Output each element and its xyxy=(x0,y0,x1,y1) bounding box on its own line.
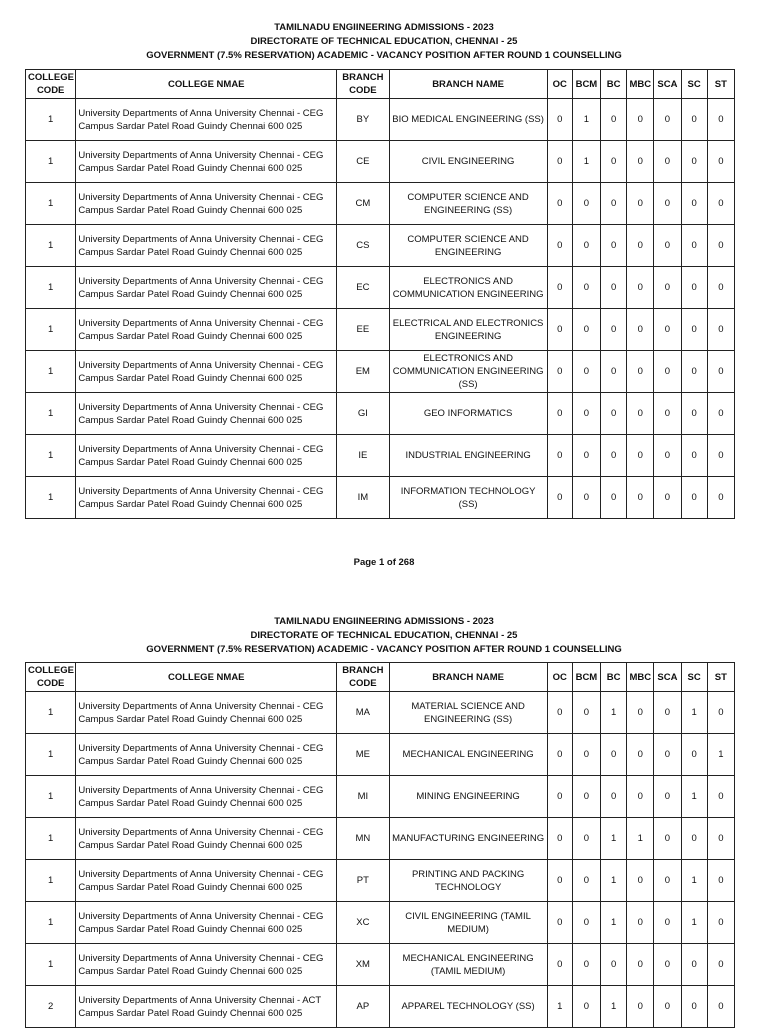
table-row xyxy=(26,944,735,986)
sca-cell: 0 xyxy=(654,860,681,902)
sca-cell: 0 xyxy=(654,393,681,435)
sca-cell: 0 xyxy=(654,267,681,309)
college-code-cell: 1 xyxy=(26,734,76,776)
mbc-cell: 0 xyxy=(627,944,654,986)
bcm-cell: 0 xyxy=(572,944,600,986)
college-code-cell: 1 xyxy=(26,902,76,944)
header-title: TAMILNADU ENGIINEERING ADMISSIONS - 2023 xyxy=(274,616,494,627)
sca-cell: 0 xyxy=(654,99,681,141)
st-cell: 0 xyxy=(707,986,734,1028)
branch-code-cell: XM xyxy=(337,944,389,986)
st-cell: 0 xyxy=(707,351,734,393)
college-code-cell: 2 xyxy=(26,986,76,1028)
branch-code-cell: XC xyxy=(337,902,389,944)
bc-cell: 0 xyxy=(601,141,627,183)
bcm-cell: 1 xyxy=(572,99,600,141)
branch-name-cell: MECHANICAL ENGINEERING (TAMIL MEDIUM) xyxy=(389,944,547,986)
branch-code-cell: PT xyxy=(337,860,389,902)
mbc-cell: 0 xyxy=(627,141,654,183)
mbc-cell: 0 xyxy=(627,986,654,1028)
table-row xyxy=(26,267,735,309)
mbc-cell: 0 xyxy=(627,435,654,477)
mbc-cell: 0 xyxy=(627,692,654,734)
table-row xyxy=(26,183,735,225)
college-name-cell: University Departments of Anna University Chennai - CEG Campus Sardar Patel Road Guindy Chennai 600 025 xyxy=(76,435,337,477)
college-name-cell: University Departments of Anna University Chennai - CEG Campus Sardar Patel Road Guindy Chennai 600 025 xyxy=(76,393,337,435)
st-cell: 1 xyxy=(707,734,734,776)
college-name-cell: University Departments of Anna University Chennai - CEG Campus Sardar Patel Road Guindy Chennai 600 025 xyxy=(76,860,337,902)
mbc-cell: 0 xyxy=(627,477,654,519)
col-branch-code: BRANCH CODE xyxy=(337,663,389,692)
bc-cell: 1 xyxy=(601,902,627,944)
college-code-cell: 1 xyxy=(26,225,76,267)
col-sc: SC xyxy=(681,663,707,692)
bc-cell: 0 xyxy=(601,225,627,267)
branch-name-cell: MECHANICAL ENGINEERING xyxy=(389,734,547,776)
sc-cell: 0 xyxy=(681,818,707,860)
st-cell: 0 xyxy=(707,944,734,986)
college-code-cell: 1 xyxy=(26,944,76,986)
bc-cell: 0 xyxy=(601,477,627,519)
college-code-cell: 1 xyxy=(26,351,76,393)
branch-code-cell: AP xyxy=(337,986,389,1028)
table-row xyxy=(26,902,735,944)
bcm-cell: 0 xyxy=(572,692,600,734)
col-bc: BC xyxy=(601,663,627,692)
oc-cell: 0 xyxy=(547,267,572,309)
sca-cell: 0 xyxy=(654,818,681,860)
branch-name-cell: MANUFACTURING ENGINEERING xyxy=(389,818,547,860)
sca-cell: 0 xyxy=(654,902,681,944)
oc-cell: 0 xyxy=(547,393,572,435)
header-title: TAMILNADU ENGIINEERING ADMISSIONS - 2023 xyxy=(274,22,494,33)
branch-code-cell: GI xyxy=(337,393,389,435)
header-subtitle: GOVERNMENT (7.5% RESERVATION) ACADEMIC - VACANCY POSITION AFTER ROUND 1 COUNSELLING xyxy=(146,50,622,61)
oc-cell: 0 xyxy=(547,225,572,267)
st-cell: 0 xyxy=(707,141,734,183)
table-row xyxy=(26,393,735,435)
bc-cell: 0 xyxy=(601,435,627,477)
bcm-cell: 0 xyxy=(572,986,600,1028)
branch-name-cell: ELECTRONICS AND COMMUNICATION ENGINEERING xyxy=(389,267,547,309)
col-bcm: BCM xyxy=(572,663,600,692)
oc-cell: 0 xyxy=(547,309,572,351)
college-code-cell: 1 xyxy=(26,776,76,818)
branch-code-cell: MA xyxy=(337,692,389,734)
mbc-cell: 0 xyxy=(627,309,654,351)
branch-name-cell: COMPUTER SCIENCE AND ENGINEERING (SS) xyxy=(389,183,547,225)
mbc-cell: 0 xyxy=(627,776,654,818)
college-name-cell: University Departments of Anna University Chennai - CEG Campus Sardar Patel Road Guindy Chennai 600 025 xyxy=(76,477,337,519)
mbc-cell: 1 xyxy=(627,818,654,860)
mbc-cell: 0 xyxy=(627,902,654,944)
col-college-name: COLLEGE NMAE xyxy=(76,70,337,99)
oc-cell: 0 xyxy=(547,776,572,818)
branch-name-cell: CIVIL ENGINEERING xyxy=(389,141,547,183)
oc-cell: 1 xyxy=(547,986,572,1028)
college-name-cell: University Departments of Anna University Chennai - CEG Campus Sardar Patel Road Guindy Chennai 600 025 xyxy=(76,944,337,986)
st-cell: 0 xyxy=(707,435,734,477)
branch-name-cell: INFORMATION TECHNOLOGY (SS) xyxy=(389,477,547,519)
sc-cell: 0 xyxy=(681,267,707,309)
sc-cell: 0 xyxy=(681,393,707,435)
bc-cell: 0 xyxy=(601,309,627,351)
bcm-cell: 0 xyxy=(572,351,600,393)
college-name-cell: University Departments of Anna University Chennai - CEG Campus Sardar Patel Road Guindy Chennai 600 025 xyxy=(76,309,337,351)
sca-cell: 0 xyxy=(654,734,681,776)
bc-cell: 1 xyxy=(601,986,627,1028)
table-row xyxy=(26,692,735,734)
col-oc: OC xyxy=(547,70,572,99)
document-header xyxy=(0,0,768,63)
college-name-cell: University Departments of Anna University Chennai - CEG Campus Sardar Patel Road Guindy Chennai 600 025 xyxy=(76,818,337,860)
sca-cell: 0 xyxy=(654,141,681,183)
st-cell: 0 xyxy=(707,393,734,435)
table-row xyxy=(26,225,735,267)
college-name-cell: University Departments of Anna University Chennai - CEG Campus Sardar Patel Road Guindy Chennai 600 025 xyxy=(76,692,337,734)
col-branch-name: BRANCH NAME xyxy=(389,70,547,99)
sc-cell: 0 xyxy=(681,986,707,1028)
oc-cell: 0 xyxy=(547,477,572,519)
branch-name-cell: MINING ENGINEERING xyxy=(389,776,547,818)
sc-cell: 0 xyxy=(681,435,707,477)
branch-code-cell: MI xyxy=(337,776,389,818)
table-row xyxy=(26,435,735,477)
branch-code-cell: EE xyxy=(337,309,389,351)
college-code-cell: 1 xyxy=(26,141,76,183)
vacancy-table xyxy=(25,69,735,519)
sc-cell: 0 xyxy=(681,944,707,986)
college-code-cell: 1 xyxy=(26,309,76,351)
sca-cell: 0 xyxy=(654,435,681,477)
st-cell: 0 xyxy=(707,860,734,902)
sc-cell: 1 xyxy=(681,860,707,902)
mbc-cell: 0 xyxy=(627,393,654,435)
table-row xyxy=(26,99,735,141)
branch-name-cell: APPAREL TECHNOLOGY (SS) xyxy=(389,986,547,1028)
bc-cell: 1 xyxy=(601,818,627,860)
bcm-cell: 0 xyxy=(572,734,600,776)
sca-cell: 0 xyxy=(654,944,681,986)
header-directorate: DIRECTORATE OF TECHNICAL EDUCATION, CHENNAI - 25 xyxy=(250,36,518,47)
table-header-row xyxy=(26,70,735,99)
college-code-cell: 1 xyxy=(26,477,76,519)
branch-name-cell: CIVIL ENGINEERING (TAMIL MEDIUM) xyxy=(389,902,547,944)
branch-name-cell: BIO MEDICAL ENGINEERING (SS) xyxy=(389,99,547,141)
branch-code-cell: IM xyxy=(337,477,389,519)
st-cell: 0 xyxy=(707,99,734,141)
branch-code-cell: EM xyxy=(337,351,389,393)
col-mbc: MBC xyxy=(627,70,654,99)
college-name-cell: University Departments of Anna University Chennai - CEG Campus Sardar Patel Road Guindy Chennai 600 025 xyxy=(76,141,337,183)
document-header xyxy=(0,594,768,657)
branch-code-cell: BY xyxy=(337,99,389,141)
sc-cell: 0 xyxy=(681,477,707,519)
page-number: Page 1 of 268 xyxy=(353,557,415,568)
bcm-cell: 0 xyxy=(572,902,600,944)
sc-cell: 1 xyxy=(681,776,707,818)
branch-code-cell: CE xyxy=(337,141,389,183)
oc-cell: 0 xyxy=(547,818,572,860)
st-cell: 0 xyxy=(707,776,734,818)
mbc-cell: 0 xyxy=(627,183,654,225)
bc-cell: 0 xyxy=(601,183,627,225)
branch-name-cell: GEO INFORMATICS xyxy=(389,393,547,435)
college-code-cell: 1 xyxy=(26,393,76,435)
sc-cell: 0 xyxy=(681,99,707,141)
page-2 xyxy=(0,594,768,1019)
branch-code-cell: ME xyxy=(337,734,389,776)
branch-code-cell: CM xyxy=(337,183,389,225)
sca-cell: 0 xyxy=(654,692,681,734)
st-cell: 0 xyxy=(707,818,734,860)
oc-cell: 0 xyxy=(547,351,572,393)
branch-name-cell: INDUSTRIAL ENGINEERING xyxy=(389,435,547,477)
bcm-cell: 0 xyxy=(572,267,600,309)
sc-cell: 0 xyxy=(681,183,707,225)
col-mbc: MBC xyxy=(627,663,654,692)
sc-cell: 0 xyxy=(681,141,707,183)
sca-cell: 0 xyxy=(654,776,681,818)
oc-cell: 0 xyxy=(547,141,572,183)
st-cell: 0 xyxy=(707,477,734,519)
branch-code-cell: CS xyxy=(337,225,389,267)
bcm-cell: 0 xyxy=(572,393,600,435)
sc-cell: 0 xyxy=(681,734,707,776)
col-sca: SCA xyxy=(654,70,681,99)
college-code-cell: 1 xyxy=(26,267,76,309)
college-name-cell: University Departments of Anna University Chennai - CEG Campus Sardar Patel Road Guindy Chennai 600 025 xyxy=(76,267,337,309)
bcm-cell: 0 xyxy=(572,477,600,519)
branch-name-cell: COMPUTER SCIENCE AND ENGINEERING xyxy=(389,225,547,267)
sc-cell: 0 xyxy=(681,309,707,351)
bcm-cell: 0 xyxy=(572,225,600,267)
bcm-cell: 0 xyxy=(572,860,600,902)
st-cell: 0 xyxy=(707,183,734,225)
table-row xyxy=(26,141,735,183)
college-name-cell: University Departments of Anna University Chennai - CEG Campus Sardar Patel Road Guindy Chennai 600 025 xyxy=(76,99,337,141)
college-name-cell: University Departments of Anna University Chennai - CEG Campus Sardar Patel Road Guindy Chennai 600 025 xyxy=(76,902,337,944)
sc-cell: 1 xyxy=(681,692,707,734)
mbc-cell: 0 xyxy=(627,734,654,776)
col-st: ST xyxy=(707,70,734,99)
bc-cell: 1 xyxy=(601,860,627,902)
college-name-cell: University Departments of Anna University Chennai - CEG Campus Sardar Patel Road Guindy Chennai 600 025 xyxy=(76,183,337,225)
branch-code-cell: IE xyxy=(337,435,389,477)
sca-cell: 0 xyxy=(654,225,681,267)
table-row xyxy=(26,477,735,519)
sc-cell: 1 xyxy=(681,902,707,944)
college-name-cell: University Departments of Anna University Chennai - CEG Campus Sardar Patel Road Guindy Chennai 600 025 xyxy=(76,734,337,776)
college-name-cell: University Departments of Anna University Chennai - CEG Campus Sardar Patel Road Guindy Chennai 600 025 xyxy=(76,776,337,818)
college-name-cell: University Departments of Anna University Chennai - ACT Campus Sardar Patel Road Guindy Chennai 600 025 xyxy=(76,986,337,1028)
bcm-cell: 0 xyxy=(572,776,600,818)
branch-name-cell: ELECTRONICS AND COMMUNICATION ENGINEERING (SS) xyxy=(389,351,547,393)
college-name-cell: University Departments of Anna University Chennai - CEG Campus Sardar Patel Road Guindy Chennai 600 025 xyxy=(76,351,337,393)
branch-code-cell: EC xyxy=(337,267,389,309)
col-sc: SC xyxy=(681,70,707,99)
branch-name-cell: MATERIAL SCIENCE AND ENGINEERING (SS) xyxy=(389,692,547,734)
mbc-cell: 0 xyxy=(627,267,654,309)
oc-cell: 0 xyxy=(547,99,572,141)
table-row xyxy=(26,309,735,351)
header-subtitle: GOVERNMENT (7.5% RESERVATION) ACADEMIC - VACANCY POSITION AFTER ROUND 1 COUNSELLING xyxy=(146,644,622,655)
header-directorate: DIRECTORATE OF TECHNICAL EDUCATION, CHENNAI - 25 xyxy=(250,630,518,641)
table-row xyxy=(26,351,735,393)
bc-cell: 1 xyxy=(601,692,627,734)
bcm-cell: 0 xyxy=(572,818,600,860)
bcm-cell: 0 xyxy=(572,309,600,351)
col-bc: BC xyxy=(601,70,627,99)
st-cell: 0 xyxy=(707,902,734,944)
bc-cell: 0 xyxy=(601,267,627,309)
oc-cell: 0 xyxy=(547,435,572,477)
bcm-cell: 0 xyxy=(572,435,600,477)
sc-cell: 0 xyxy=(681,225,707,267)
bc-cell: 0 xyxy=(601,734,627,776)
oc-cell: 0 xyxy=(547,944,572,986)
mbc-cell: 0 xyxy=(627,99,654,141)
oc-cell: 0 xyxy=(547,902,572,944)
table-row xyxy=(26,818,735,860)
sca-cell: 0 xyxy=(654,477,681,519)
table-header-row xyxy=(26,663,735,692)
college-code-cell: 1 xyxy=(26,818,76,860)
st-cell: 0 xyxy=(707,309,734,351)
branch-name-cell: PRINTING AND PACKING TECHNOLOGY xyxy=(389,860,547,902)
bcm-cell: 1 xyxy=(572,141,600,183)
sca-cell: 0 xyxy=(654,351,681,393)
table-body xyxy=(26,692,735,1028)
col-college-name: COLLEGE NMAE xyxy=(76,663,337,692)
table-row xyxy=(26,860,735,902)
col-college-code: COLLEGE CODE xyxy=(26,663,76,692)
table-row xyxy=(26,734,735,776)
col-college-code: COLLEGE CODE xyxy=(26,70,76,99)
sc-cell: 0 xyxy=(681,351,707,393)
col-st: ST xyxy=(707,663,734,692)
college-code-cell: 1 xyxy=(26,435,76,477)
mbc-cell: 0 xyxy=(627,225,654,267)
branch-code-cell: MN xyxy=(337,818,389,860)
col-oc: OC xyxy=(547,663,572,692)
mbc-cell: 0 xyxy=(627,351,654,393)
table-row xyxy=(26,776,735,818)
sca-cell: 0 xyxy=(654,183,681,225)
col-branch-name: BRANCH NAME xyxy=(389,663,547,692)
st-cell: 0 xyxy=(707,692,734,734)
college-code-cell: 1 xyxy=(26,860,76,902)
vacancy-table xyxy=(25,662,735,1028)
college-code-cell: 1 xyxy=(26,183,76,225)
bc-cell: 0 xyxy=(601,351,627,393)
bcm-cell: 0 xyxy=(572,183,600,225)
col-bcm: BCM xyxy=(572,70,600,99)
oc-cell: 0 xyxy=(547,734,572,776)
oc-cell: 0 xyxy=(547,860,572,902)
college-name-cell: University Departments of Anna University Chennai - CEG Campus Sardar Patel Road Guindy Chennai 600 025 xyxy=(76,225,337,267)
col-branch-code: BRANCH CODE xyxy=(337,70,389,99)
bc-cell: 0 xyxy=(601,944,627,986)
oc-cell: 0 xyxy=(547,183,572,225)
branch-name-cell: ELECTRICAL AND ELECTRONICS ENGINEERING xyxy=(389,309,547,351)
st-cell: 0 xyxy=(707,225,734,267)
table-row xyxy=(26,986,735,1028)
col-sca: SCA xyxy=(654,663,681,692)
bc-cell: 0 xyxy=(601,99,627,141)
sca-cell: 0 xyxy=(654,986,681,1028)
mbc-cell: 0 xyxy=(627,860,654,902)
college-code-cell: 1 xyxy=(26,692,76,734)
st-cell: 0 xyxy=(707,267,734,309)
sca-cell: 0 xyxy=(654,309,681,351)
table-body xyxy=(26,99,735,519)
bc-cell: 0 xyxy=(601,393,627,435)
bc-cell: 0 xyxy=(601,776,627,818)
oc-cell: 0 xyxy=(547,692,572,734)
college-code-cell: 1 xyxy=(26,99,76,141)
